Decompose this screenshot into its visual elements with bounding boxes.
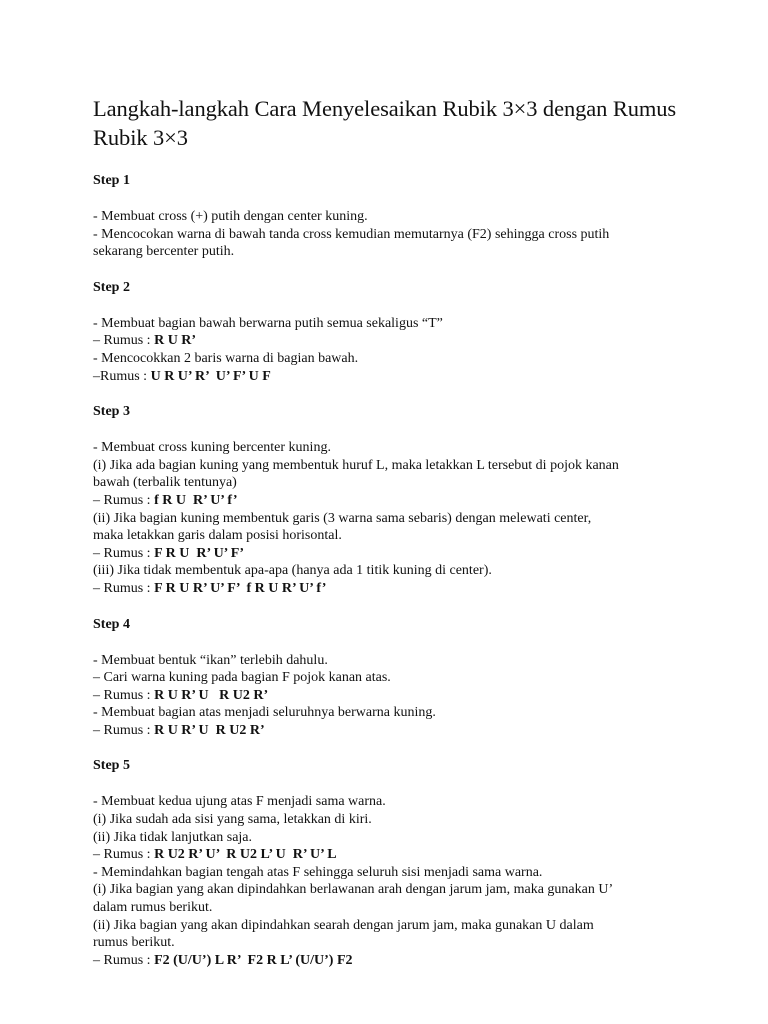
document-page	[93, 94, 693, 969]
text-line	[93, 829, 693, 847]
line-text: (ii) Jika tidak lanjutkan saja.	[93, 829, 253, 845]
steps-container	[93, 172, 693, 969]
text-line	[93, 899, 693, 917]
line-text: - Membuat bentuk “ikan” terlebih dahulu.	[93, 652, 328, 668]
line-text: – Cari warna kuning pada bagian F pojok kanan atas.	[93, 670, 391, 686]
formula-line	[93, 952, 693, 970]
line-text: rumus berikut.	[93, 935, 175, 951]
text-line	[93, 243, 693, 261]
line-text: bawah (terbalik tentunya)	[93, 475, 237, 491]
section-gap	[93, 598, 693, 616]
text-line	[93, 704, 693, 722]
text-line	[93, 864, 693, 882]
line-text: - Memindahkan bagian tengah atas F sehingga seluruh sisi menjadi sama warna.	[93, 864, 543, 880]
text-line	[93, 793, 693, 811]
formula-label: – Rumus :	[93, 847, 155, 863]
formula: R U R’ U R U2 R’	[154, 687, 269, 703]
text-line	[93, 669, 693, 687]
formula-line	[93, 368, 693, 386]
text-line	[93, 562, 693, 580]
formula-line	[93, 846, 693, 864]
text-line	[93, 934, 693, 952]
formula-line	[93, 492, 693, 510]
formula-label: – Rumus :	[93, 580, 155, 596]
text-line	[93, 439, 693, 457]
text-line	[93, 474, 693, 492]
section-gap	[93, 739, 693, 757]
text-line	[93, 652, 693, 670]
line-text: (i) Jika bagian yang akan dipindahkan berlawanan arah dengan jarum jam, maka gunakan U’	[93, 882, 614, 898]
line-text: (ii) Jika bagian yang akan dipindahkan searah dengan jarum jam, maka gunakan U dalam	[93, 917, 594, 933]
formula-label: – Rumus :	[93, 952, 155, 968]
line-text: - Mencocokan warna di bawah tanda cross kemudian memutarnya (F2) sehingga cross putih	[93, 226, 610, 242]
line-text: - Mencocokkan 2 baris warna di bagian bawah.	[93, 350, 359, 366]
formula: f R U R’ U’ f’	[154, 492, 238, 508]
formula: R U R’ U R U2 R’	[154, 722, 265, 738]
formula-line	[93, 722, 693, 740]
text-line	[93, 811, 693, 829]
formula-label: – Rumus :	[93, 687, 155, 703]
step-section	[93, 757, 693, 969]
formula-label: –Rumus :	[93, 368, 151, 384]
text-line	[93, 881, 693, 899]
text-line	[93, 208, 693, 226]
section-gap	[93, 385, 693, 403]
formula-label: – Rumus :	[93, 722, 155, 738]
step-section	[93, 616, 693, 758]
line-text: sekarang bercenter putih.	[93, 244, 235, 260]
text-line	[93, 350, 693, 368]
formula: R U R’	[154, 333, 197, 349]
line-text: - Membuat cross (+) putih dengan center kuning.	[93, 209, 368, 224]
line-text: maka letakkan garis dalam posisi horisontal.	[93, 528, 342, 544]
formula: F R U R’ U’ F’ f R U R’ U’ f’	[154, 580, 327, 596]
formula-line	[93, 687, 693, 705]
formula-label: – Rumus :	[93, 545, 155, 561]
step-section	[93, 172, 693, 279]
line-text: dalam rumus berikut.	[93, 900, 213, 916]
text-line	[93, 510, 693, 528]
step-heading: Step 2	[93, 279, 130, 295]
formula-label: – Rumus :	[93, 333, 155, 349]
line-text: - Membuat bagian bawah berwarna putih semua sekaligus “T”	[93, 315, 443, 331]
text-line	[93, 457, 693, 475]
line-text: - Membuat cross kuning bercenter kuning.	[93, 440, 331, 456]
step-heading: Step 3	[93, 404, 130, 420]
line-text: - Membuat kedua ujung atas F menjadi sama warna.	[93, 794, 386, 810]
text-line	[93, 315, 693, 333]
formula: F2 (U/U’) L R’ F2 R L’ (U/U’) F2	[154, 952, 353, 968]
formula-line	[93, 580, 693, 598]
step-heading: Step 5	[93, 758, 130, 774]
step-heading: Step 4	[93, 616, 130, 632]
step-heading: Step 1	[93, 173, 130, 188]
line-text: - Membuat bagian atas menjadi seluruhnya berwarna kuning.	[93, 705, 436, 721]
formula-line	[93, 545, 693, 563]
line-text: (i) Jika sudah ada sisi yang sama, letakkan di kiri.	[93, 812, 372, 828]
formula: F R U R’ U’ F’	[154, 545, 245, 561]
page-title: Langkah-langkah Cara Menyelesaikan Rubik 3×3 dengan Rumus Rubik 3×3	[93, 96, 677, 150]
formula-line	[93, 332, 693, 350]
line-text: (ii) Jika bagian kuning membentuk garis (3 warna sama sebaris) dengan melewati center,	[93, 510, 592, 526]
step-section	[93, 279, 693, 403]
formula-label: – Rumus :	[93, 492, 155, 508]
section-gap	[93, 261, 693, 279]
formula: R U2 R’ U’ R U2 L’ U R’ U’ L	[154, 847, 337, 863]
formula: U R U’ R’ U’ F’ U F	[150, 368, 271, 384]
line-text: (i) Jika ada bagian kuning yang membentuk huruf L, maka letakkan L tersebut di pojok kanan	[93, 457, 619, 473]
text-line	[93, 226, 693, 244]
line-text: (iii) Jika tidak membentuk apa-apa (hanya ada 1 titik kuning di center).	[93, 563, 492, 579]
text-line	[93, 527, 693, 545]
text-line	[93, 917, 693, 935]
step-section	[93, 403, 693, 615]
